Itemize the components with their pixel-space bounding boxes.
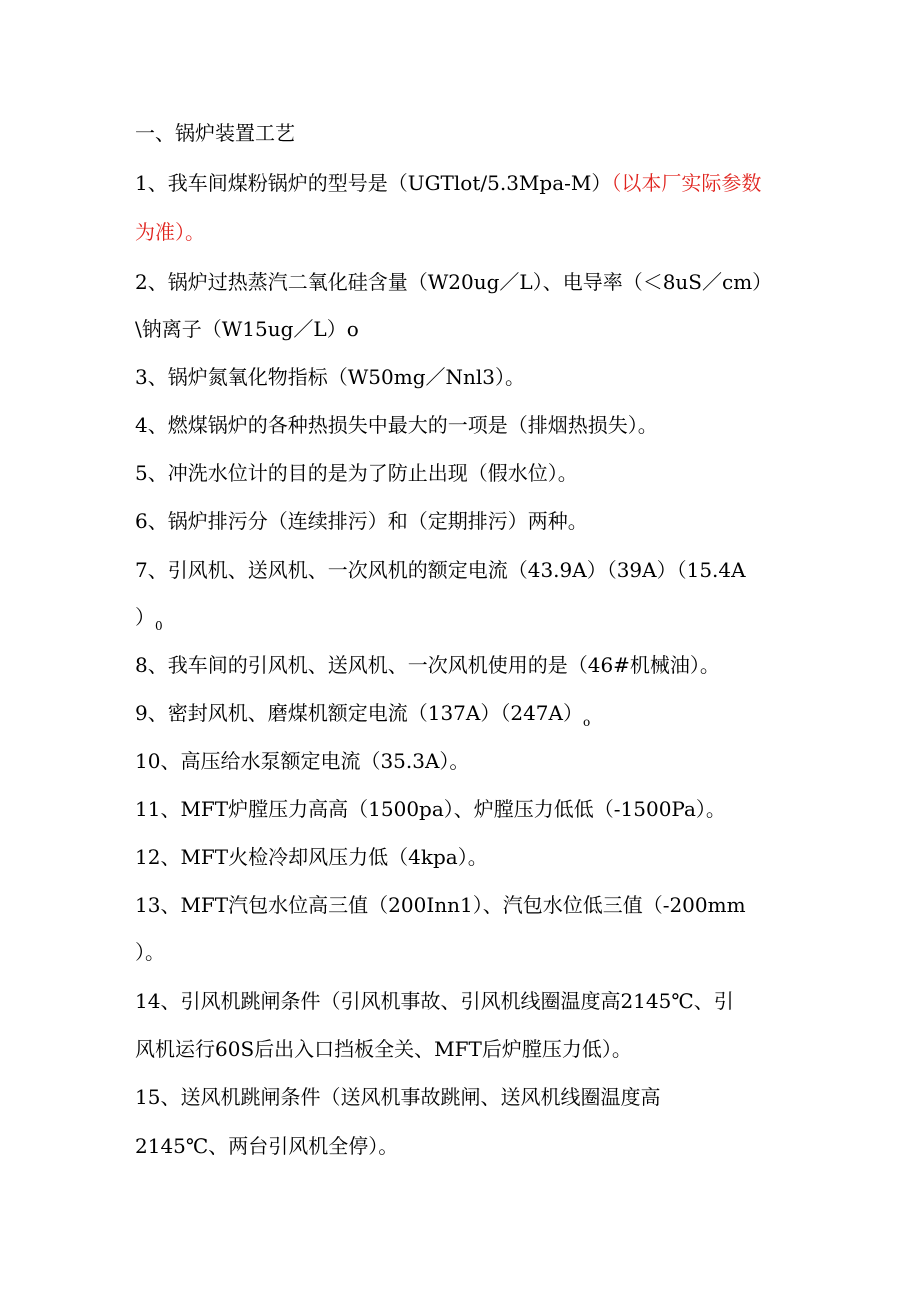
item-9	[135, 698, 795, 737]
item-11: 11、MFT炉膛压力高高（1500pa）、炉膛压力低低（-1500Pa）。	[135, 797, 726, 821]
item-14-line-1: 14、引风机跳闸条件（引风机事故、引风机线圈温度高2145℃、引	[135, 989, 734, 1013]
item-14-line-2: 风机运行60S后出入口挡板全关、MFT后炉膛压力低）。	[135, 1037, 632, 1061]
item-6: 6、锅炉排污分（连续排污）和（定期排污）两种。	[135, 509, 588, 533]
item-10: 10、高压给水泵额定电流（35.3A）。	[135, 749, 470, 773]
item-15-line-1: 15、送风机跳闸条件（送风机事故跳闸、送风机线圈温度高	[135, 1085, 661, 1109]
item-12: 12、MFT火检冷却风压力低（4kpa）。	[135, 845, 488, 869]
item-9-subscript: o	[582, 715, 591, 729]
item-1-line-2: 为准）。	[135, 220, 205, 244]
item-13-line-2: ）。	[135, 940, 165, 964]
item-9-text: 9、密封风机、磨煤机额定电流（137A）（247A）	[135, 701, 583, 725]
item-7-subscript: 0	[155, 619, 163, 633]
item-1-note: （以本厂实际参数	[611, 171, 762, 195]
item-7-text: ）	[135, 605, 155, 629]
item-1-line-1	[135, 168, 795, 198]
item-4: 4、燃煤锅炉的各种热损失中最大的一项是（排烟热损失）。	[135, 413, 658, 437]
item-15-line-2: 2145℃、两台引风机全停）。	[135, 1134, 399, 1158]
item-2-line-2: \钠离子（W15ug／L）o	[135, 317, 359, 341]
item-8: 8、我车间的引风机、送风机、一次风机使用的是（46#机械油）。	[135, 653, 720, 677]
item-1-text: 1、我车间煤粉锅炉的型号是（UGTlot/5.3Mpa-M）	[135, 171, 612, 195]
item-13-line-1: 13、MFT汽包水位高三值（200Inn1）、汽包水位低三值（-200mm	[135, 893, 746, 917]
item-3: 3、锅炉氮氧化物指标（W50mg／Nnl3）。	[135, 365, 525, 389]
item-5: 5、冲洗水位计的目的是为了防止出现（假水位）。	[135, 461, 578, 485]
section-heading: 一、锅炉装置工艺	[135, 121, 295, 145]
item-2-line-1: 2、锅炉过热蒸汽二氧化硅含量（W20ug／L）、电导率（＜8uS／cm）	[135, 270, 773, 294]
item-7-line-1: 7、引风机、送风机、一次风机的额定电流（43.9A）（39A）（15.4A	[135, 558, 746, 582]
item-7-line-2	[135, 602, 795, 641]
